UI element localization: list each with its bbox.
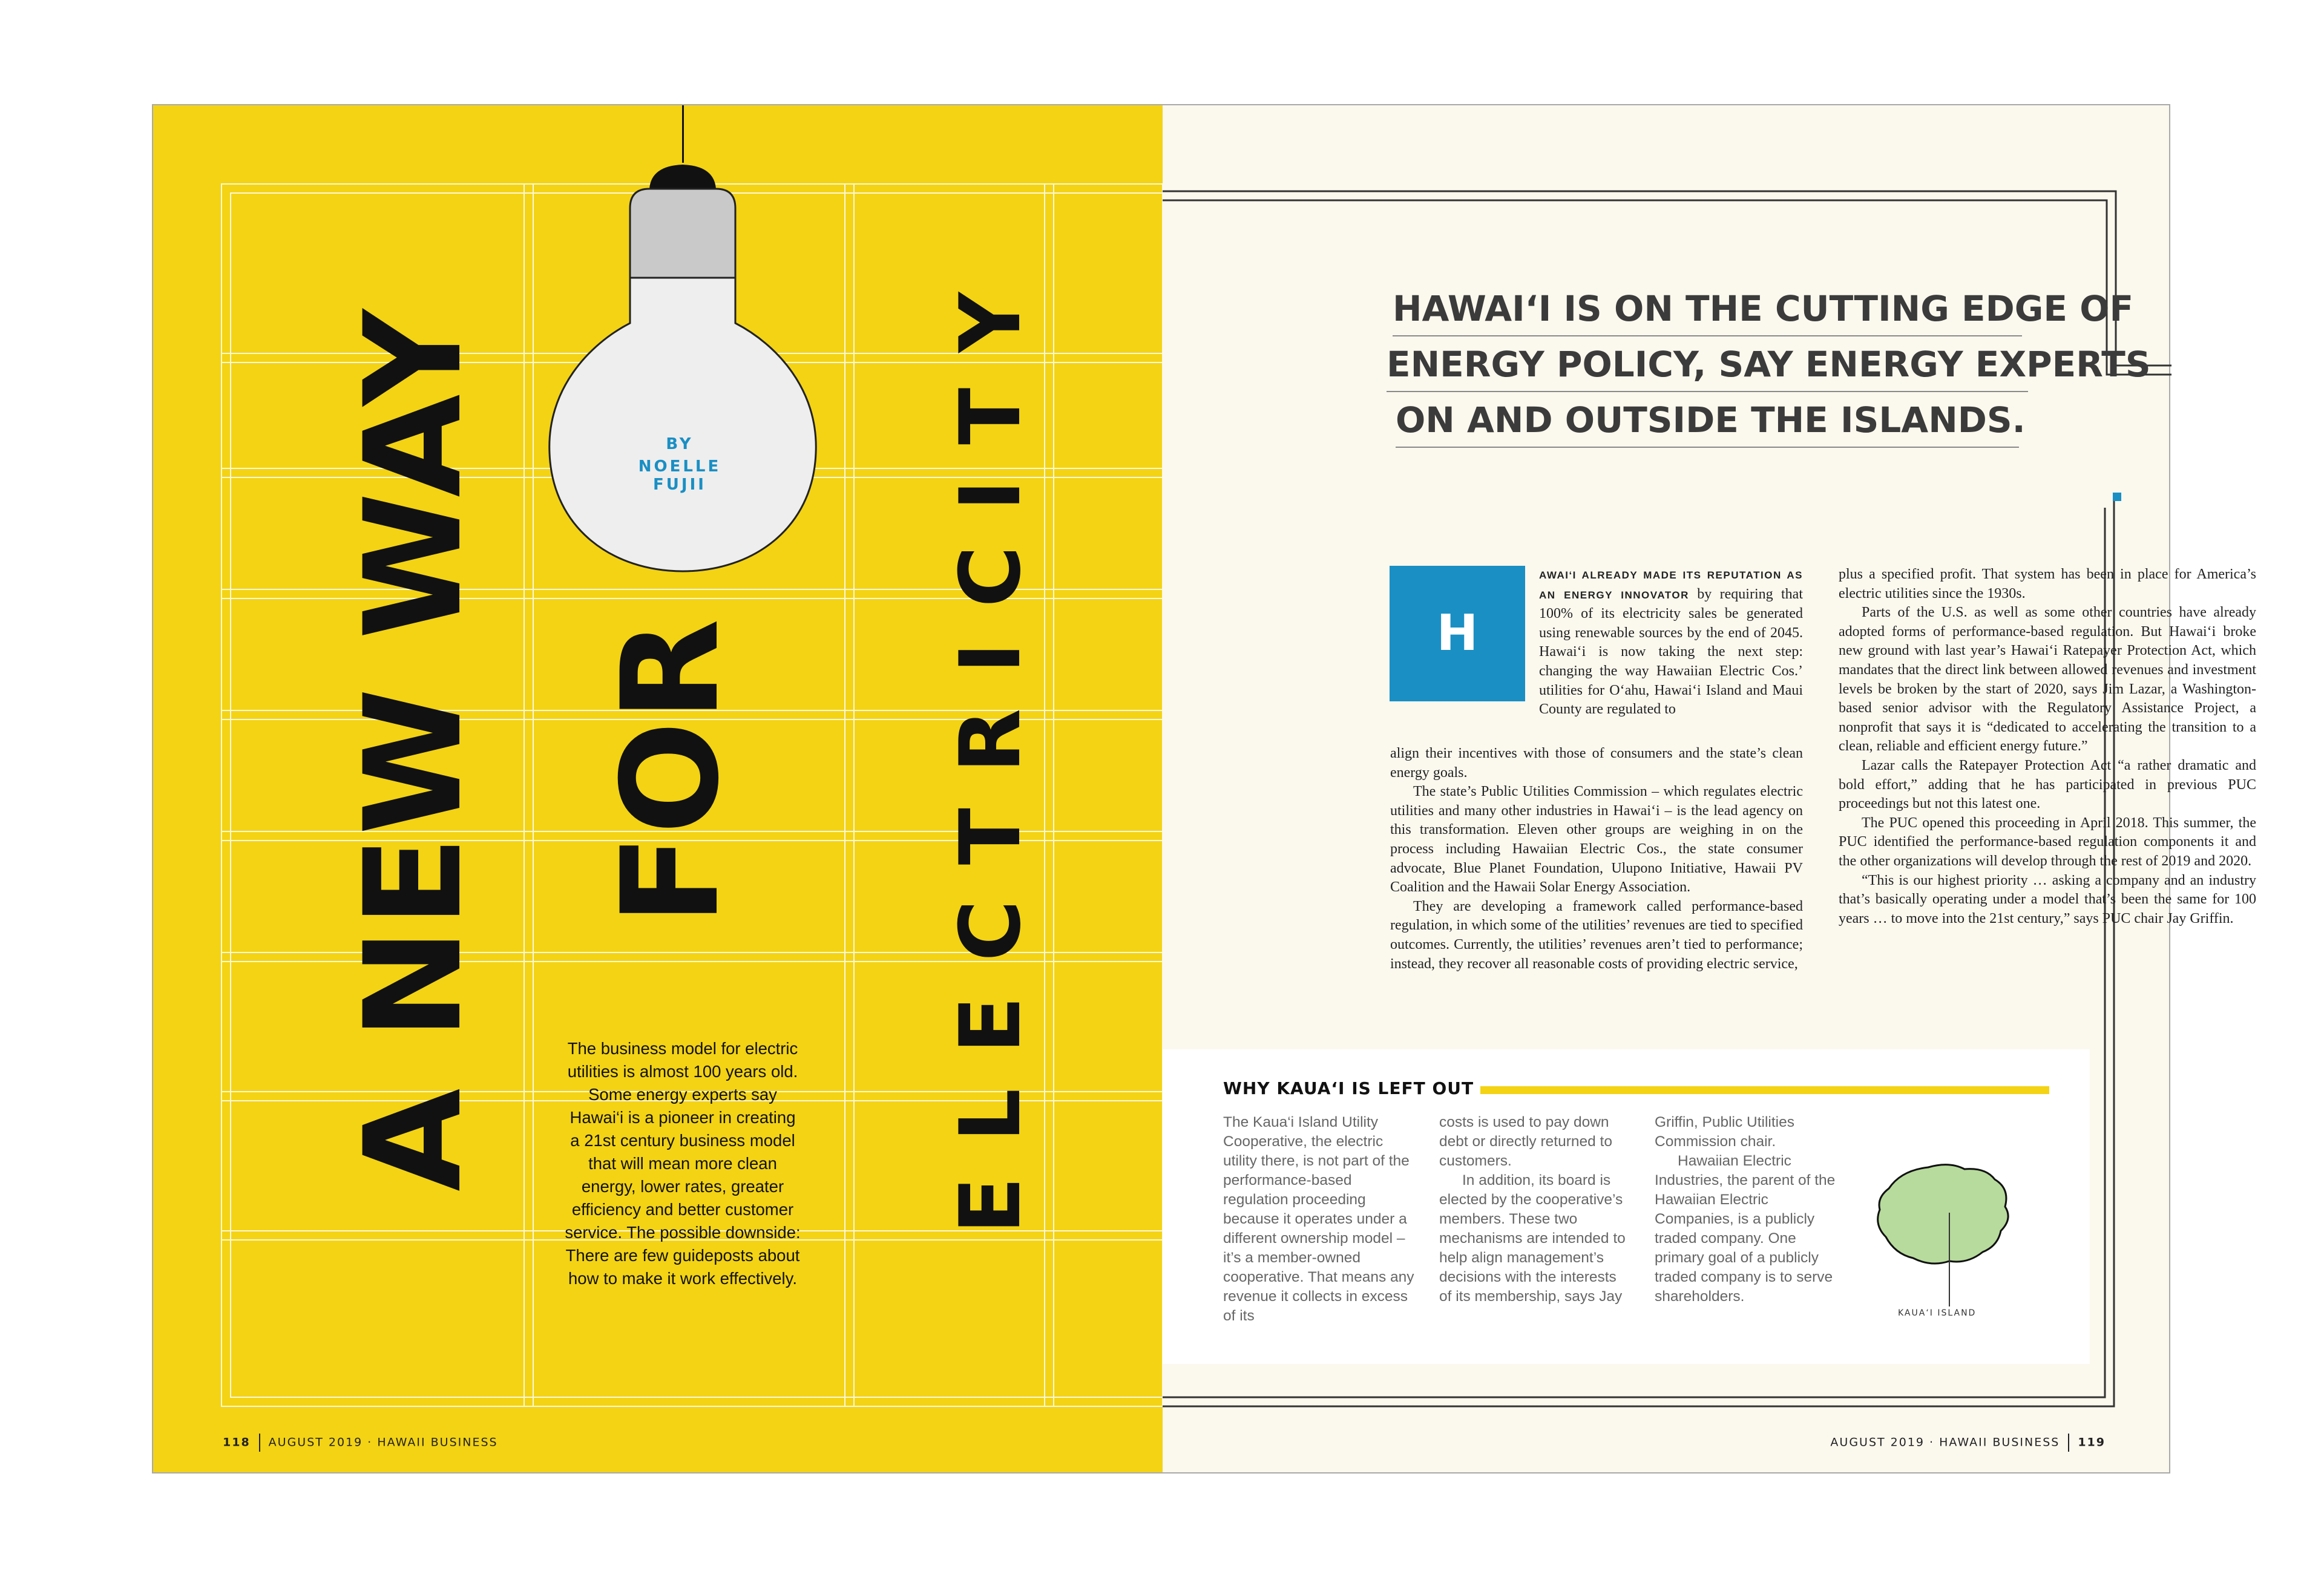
headline xyxy=(1387,281,2151,448)
paragraph-4: Parts of the U.S. as well as some other countries have already adopted forms of performance-based regulation. But Hawai‘i broke new ground with last year’s Hawai‘i Ratepayer Protection Act, which mandates that the direct link between allowed revenues and investment levels be broken by the start of 2020, says Jim Lazar, a Washington-based senior advisor with the Regulatory Assistance Project, a nonprofit that says it is “dedicated to accelerating the transition to a clean, reliable and efficient energy future.” xyxy=(1839,605,2256,755)
headline-line-3: ON AND OUTSIDE THE ISLANDS. xyxy=(1396,392,2019,448)
lead-caps: AWAI‘I ALREADY MADE ITS REPUTATION AS AN ENERGY INNOVATOR xyxy=(1539,569,1803,601)
article-column-1 xyxy=(1390,744,1803,974)
folio-left-text: AUGUST 2019 · HAWAII BUSINESS xyxy=(268,1435,498,1449)
right-page xyxy=(1163,105,2256,1472)
drop-cap: H xyxy=(1390,566,1525,701)
article-lead xyxy=(1539,565,1803,720)
title-line-1: A NEW WAY xyxy=(336,308,491,1192)
sidebar-col1-text: The Kaua‘i Island Utility Cooperative, the electric utility there, is not part of the performance-based regulation proceeding because it operates under a different ownership model – it’s a member-owned cooperative. That means any revenue it collects in excess of its xyxy=(1223,1114,1414,1324)
byline-by: BY xyxy=(666,435,694,453)
lead-rest: by requiring that 100% of its electricity sales be generated using renewable sources by the end of 2045. Hawai‘i is now taking the next step: changing the way Hawaiian Electric Cos.’ utilities for O‘ahu, Hawai‘i Island and Maui County are regulated to xyxy=(1539,586,1803,718)
page-number-left: 118 xyxy=(223,1435,251,1449)
folio-divider xyxy=(259,1434,260,1452)
title-line-3: ELECTRICITY xyxy=(942,257,1039,1234)
folio-left xyxy=(223,1434,498,1452)
sidebar-col3a-text: Griffin, Public Utilities Commission chair. xyxy=(1655,1114,1795,1150)
sidebar-col2b-text: In addition, its board is elected by the cooperative’s members. These two mechanisms are intended to help align management’s decisions with the interests of its membership, says Jay xyxy=(1439,1172,1626,1305)
sidebar-box xyxy=(1163,1049,2090,1364)
sidebar-rule xyxy=(1480,1086,2049,1094)
article-column-2 xyxy=(1839,565,2256,928)
deck-text: The business model for electric utilities is almost 100 years old. Some energy experts say Hawai‘i is a pioneer in creating a 21st century business model that will mean more clean energy, lower rates, greater efficiency and better customer service. The possible downside: There are few guideposts about how to make it work effectively. xyxy=(565,1039,801,1288)
map-label: KAUA‘I ISLAND xyxy=(1898,1308,1977,1318)
paragraph-5: Lazar calls the Ratepayer Protection Act “a rather dramatic and bold effort,” adding that he has participated in previous PUC proceedings but not this latest one. xyxy=(1839,757,2256,812)
sidebar-column-3 xyxy=(1655,1113,1842,1306)
title-line-2: FOR xyxy=(593,618,748,925)
headline-line-1: HAWAI‘I IS ON THE CUTTING EDGE OF xyxy=(1393,281,2022,336)
paragraph-6: The PUC opened this proceeding in April 2018. This summer, the PUC identified the performance-based regulation components it and the other organizations will develop through the rest of 2019 and 2020. xyxy=(1839,815,2256,869)
paragraph-7: “This is our highest priority … asking a company and an industry that’s basically operating under a model that’s been the same for 100 years … to move into the 21st century,” says PUC chair Jay Griffin. xyxy=(1839,872,2256,926)
folio-divider xyxy=(2068,1434,2069,1452)
sidebar-column-2 xyxy=(1439,1113,1633,1306)
paragraph-1-cont: align their incentives with those of consumers and the state’s clean energy goals. xyxy=(1390,746,1803,781)
paragraph-3: They are developing a framework called performance-based regulation, in which some of the utilities’ revenues are tied to specified outcomes. Currently, the utilities’ revenues aren’t tied to performance; instead, they recover all reasonable costs of providing electric service, xyxy=(1390,898,1803,972)
sidebar-title: WHY KAUA‘I IS LEFT OUT xyxy=(1223,1078,1474,1098)
left-page xyxy=(153,105,1163,1472)
paragraph-3-cont: plus a specified profit. That system has been in place for America’s electric utilities since the 1930s. xyxy=(1839,566,2256,602)
byline-author: NOELLE FUJII xyxy=(638,457,721,494)
page-number-right: 119 xyxy=(2078,1435,2106,1449)
paragraph-2: The state’s Public Utilities Commission – which regulates electric utilities and many other industries in Hawai‘i – is the lead agency on this transformation. Eleven other groups are weighing in on the process including Hawaiian Electric Cos., the state consumer advocate, Blue Planet Foundation, Ulupono Initiative, Hawaii PV Coalition and the Hawaii Solar Energy Association. xyxy=(1390,784,1803,896)
headline-line-2: ENERGY POLICY, SAY ENERGY EXPERTS xyxy=(1387,336,2028,392)
sidebar-column-1 xyxy=(1223,1113,1417,1326)
sidebar-col3b-text: Hawaiian Electric Industries, the parent of the Hawaiian Electric Companies, is a publicly traded company. One primary goal of a publicly traded company is to serve shareholders. xyxy=(1655,1153,1836,1305)
magazine-spread xyxy=(152,104,2256,1473)
kauai-map-icon xyxy=(1865,1146,2022,1310)
folio-right xyxy=(1830,1434,2106,1452)
sidebar-col2a-text: costs is used to pay down debt or directly returned to customers. xyxy=(1439,1114,1612,1169)
folio-right-text: AUGUST 2019 · HAWAII BUSINESS xyxy=(1830,1435,2060,1449)
